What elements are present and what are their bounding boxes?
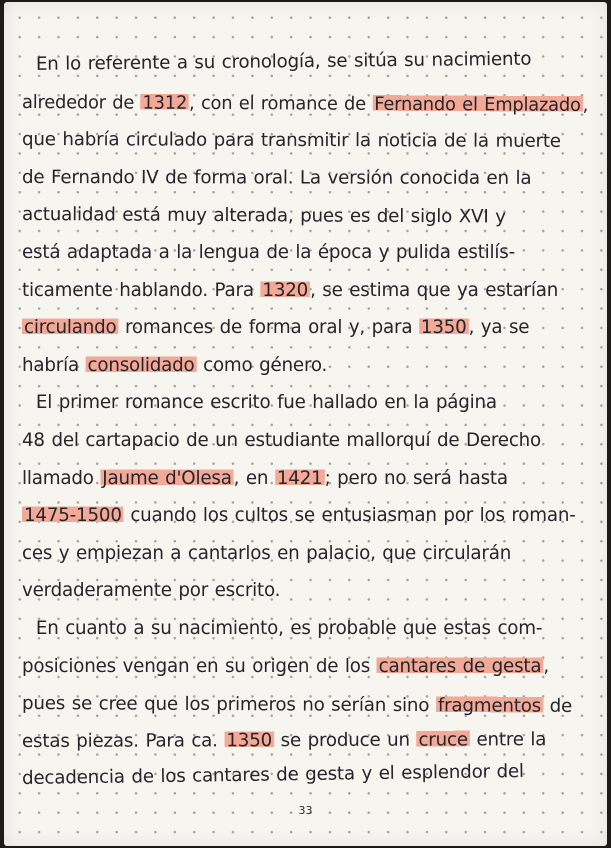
text-segment: pues se cree que los primeros no serían sino — [21, 693, 436, 717]
text-segment: , en — [233, 467, 275, 489]
text-line — [22, 572, 588, 610]
text-segment: ticamente hablando. Para — [22, 279, 261, 301]
text-segment: verdaderamente por escrito. — [22, 580, 281, 602]
text-segment: ; pero no será hasta — [324, 467, 508, 489]
text-segment: habría — [22, 354, 86, 376]
text-line — [22, 121, 588, 161]
text-line — [22, 196, 588, 237]
text-segment: está adaptada a la lengua de la época y pulida estilís- — [22, 241, 516, 263]
text-segment: decadencia de los cantares de gesta y el esplendor del — [21, 761, 524, 790]
text-segment: de Fernando IV de forma oral. La versión conocida en la — [21, 166, 532, 189]
text-line — [22, 384, 588, 422]
text-segment: En lo referente a su cronología, se sitúa su nacimiento — [35, 48, 532, 75]
text-line — [21, 84, 589, 124]
text-segment: alrededor de — [21, 91, 141, 114]
page-number: 33 — [298, 804, 313, 817]
highlighted-text: 1350 — [420, 317, 467, 339]
text-line — [22, 309, 588, 347]
text-line — [22, 460, 588, 498]
highlighted-text: 1320 — [262, 279, 309, 301]
highlighted-text: fragmentos — [437, 695, 542, 717]
highlighted-text: 1475-1500 — [23, 505, 122, 527]
text-line — [22, 159, 588, 198]
text-line — [22, 648, 588, 686]
text-segment: , ya se — [468, 317, 530, 339]
text-segment: En cuanto a su nacimiento, es probable que estas com- — [35, 617, 543, 639]
text-segment: de — [542, 695, 573, 717]
text-segment: , con el romance de — [189, 92, 373, 115]
text-line — [22, 347, 588, 385]
highlighted-text: Jaume d'Olesa — [102, 467, 232, 489]
text-segment: cuando los cultos se entusiasman por los roman- — [123, 505, 576, 527]
text-segment: El primer romance escrito fue hallado en la página — [35, 392, 497, 414]
text-line — [22, 497, 588, 535]
text-segment: estas piezas. Para ca. — [21, 729, 225, 752]
text-segment: llamado — [22, 467, 101, 489]
text-line — [22, 234, 588, 272]
highlighted-text: cruce — [418, 729, 468, 751]
text-line — [22, 752, 588, 797]
highlighted-text: 1421 — [276, 467, 323, 489]
text-segment: entre la — [469, 728, 547, 751]
text-segment: , — [543, 655, 549, 677]
notebook-page — [4, 2, 607, 846]
text-line — [22, 40, 588, 84]
highlighted-text: 1312 — [142, 92, 188, 114]
text-segment: posiciones vengan en su origen de los — [22, 655, 377, 677]
handwritten-notes — [22, 46, 592, 798]
highlighted-text: 1350 — [226, 729, 273, 751]
highlighted-text: consolidado — [87, 354, 195, 376]
text-segment: se produce un — [273, 729, 417, 751]
text-line — [22, 535, 588, 573]
text-segment: , se estima que ya estarían — [310, 279, 559, 301]
text-line — [22, 422, 588, 460]
highlighted-text: circulando — [23, 317, 117, 339]
text-segment: que habría circulado para transmitir la noticia de la muerte — [21, 129, 561, 153]
text-segment: 48 del cartapacio de un estudiante mallorquí de Derecho — [22, 429, 542, 451]
text-segment: como género. — [196, 354, 328, 376]
text-segment: actualidad está muy alterada, pues es del siglo XVI y — [21, 204, 506, 228]
text-segment: ces y empiezan a cantarlos en palacio, que circularán — [22, 542, 512, 564]
text-segment: romances de forma oral y, para — [118, 317, 419, 339]
text-segment: , — [582, 94, 589, 116]
text-line — [22, 610, 588, 648]
text-line — [22, 272, 588, 310]
highlighted-text: Fernando el Emplazado — [374, 93, 581, 116]
highlighted-text: cantares de gesta — [378, 655, 542, 677]
text-line — [22, 685, 588, 726]
